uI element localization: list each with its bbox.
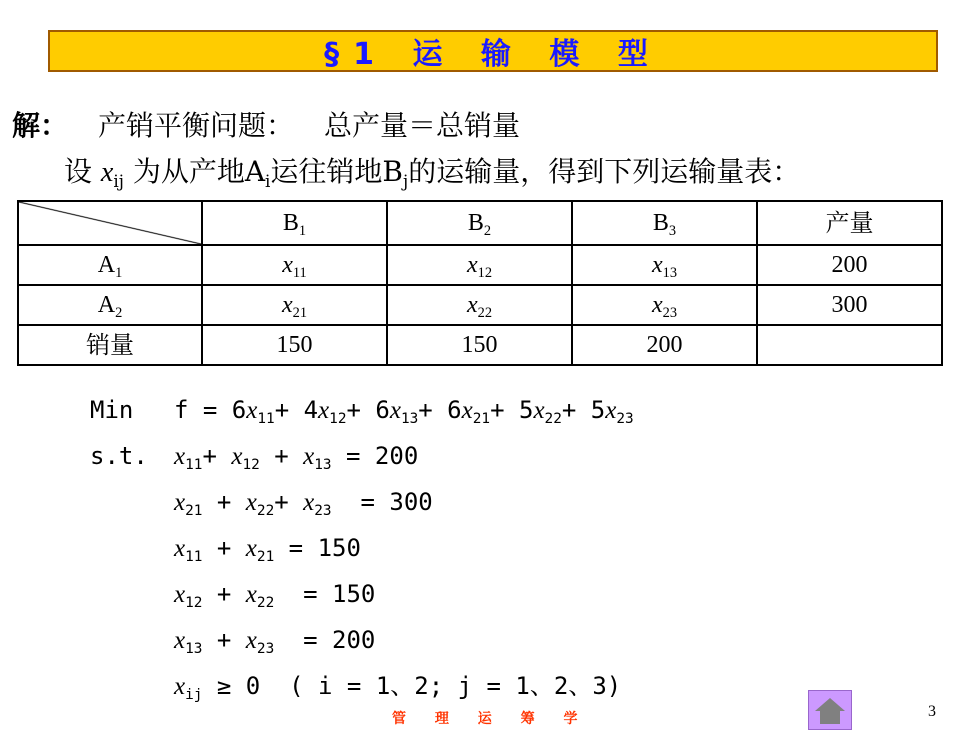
constraint-expr: $x_{11} + x_{21} = 150$ [174, 534, 361, 566]
sales-b2: 150 [387, 325, 572, 365]
objective-row [90, 387, 634, 433]
constraint-row [90, 479, 634, 525]
variable-x: x [174, 489, 186, 516]
variable-x: x [318, 397, 330, 424]
diagonal-header-cell [18, 201, 202, 245]
solution-label: 解： [12, 109, 69, 142]
title-bar [48, 30, 938, 72]
min-label: Min [90, 396, 134, 424]
table-row [18, 285, 942, 325]
transport-table [17, 200, 943, 366]
setup-var: x [100, 157, 114, 188]
constraint-expr: $x_{ij} \ge 0$ ( i = 1、2; j = 1、2、3) [174, 672, 622, 704]
variable-x: x [605, 397, 617, 424]
objective-expr: $f = 6x_{11}+ 4x_{12}+ 6x_{13}+ 6x_{21}+ 5x_{22}+ 5x_{23}$ [174, 396, 634, 428]
home-button[interactable] [808, 690, 852, 730]
constraint-expr: $x_{21} + x_{22}+ x_{23} = 300$ [174, 488, 433, 520]
sales-row [18, 325, 942, 365]
header-output: 产量 [757, 201, 942, 245]
constraint-expr: $x_{13} + x_{23} = 200$ [174, 626, 376, 658]
setup-b-sub: j [403, 170, 409, 191]
cell-x13: $x_{13}$ [572, 245, 757, 285]
row-label-a1: $A_1$ [18, 245, 202, 285]
slide-title: §1 运 输 模 型 [324, 37, 662, 72]
setup-mid1: 为从产地A [123, 155, 266, 188]
sales-b1: 150 [202, 325, 387, 365]
variable-x: x [303, 489, 315, 516]
constraint-expr: $x_{11}+ x_{12} + x_{13} = 200$ [174, 442, 419, 474]
variable-x: x [245, 489, 257, 516]
lp-model [90, 387, 634, 709]
sales-label: 销量 [18, 325, 202, 365]
variable-x: x [245, 581, 257, 608]
variable-x: x [533, 397, 545, 424]
setup-var-sub: ij [113, 170, 124, 191]
constraint-expr: $x_{12} + x_{22} = 150$ [174, 580, 376, 612]
variable-x: x [231, 443, 243, 470]
constraint-row [90, 433, 634, 479]
setup-mid2: 运往销地B [270, 155, 403, 188]
constraint-row [90, 663, 634, 709]
variable-x: x [245, 627, 257, 654]
problem-type: 产销平衡问题： [98, 109, 295, 142]
footer-course-name: 管 理 运 筹 学 [392, 711, 590, 727]
header-b3: $B_3$ [572, 201, 757, 245]
row-label-a2: $A_2$ [18, 285, 202, 325]
variable-x: x [174, 581, 186, 608]
sales-empty [757, 325, 942, 365]
setup-pre: 设 [64, 155, 101, 188]
variable-x: x [174, 535, 186, 562]
constraint-row [90, 525, 634, 571]
output-a1: 200 [757, 245, 942, 285]
setup-post: 的运输量，得到下列运输量表： [408, 155, 801, 188]
cell-x22: $x_{22}$ [387, 285, 572, 325]
page-number: 3 [928, 703, 936, 720]
solution-line [12, 104, 520, 144]
balance-equation: 总产量＝总销量 [324, 109, 521, 142]
home-icon [809, 691, 851, 729]
table-row [18, 245, 942, 285]
variable-x: x [174, 443, 186, 470]
cell-x23: $x_{23}$ [572, 285, 757, 325]
variable-x: x [389, 397, 401, 424]
header-b2: $B_2$ [387, 201, 572, 245]
cell-x12: $x_{12}$ [387, 245, 572, 285]
table-header-row [18, 201, 942, 245]
variable-x: x [174, 627, 186, 654]
sales-b3: 200 [572, 325, 757, 365]
variable-x: x [303, 443, 315, 470]
constraint-row [90, 571, 634, 617]
cell-x11: $x_{11}$ [202, 245, 387, 285]
header-b1: $B_1$ [202, 201, 387, 245]
cell-x21: $x_{21}$ [202, 285, 387, 325]
variable-x: x [461, 397, 473, 424]
output-a2: 300 [757, 285, 942, 325]
variable-x: x [246, 397, 258, 424]
constraint-row [90, 617, 634, 663]
setup-a-sub: i [265, 170, 271, 191]
variable-x: x [174, 673, 186, 700]
setup-line [64, 150, 800, 190]
variable-x: x [245, 535, 257, 562]
st-label: s.t. [90, 442, 148, 470]
